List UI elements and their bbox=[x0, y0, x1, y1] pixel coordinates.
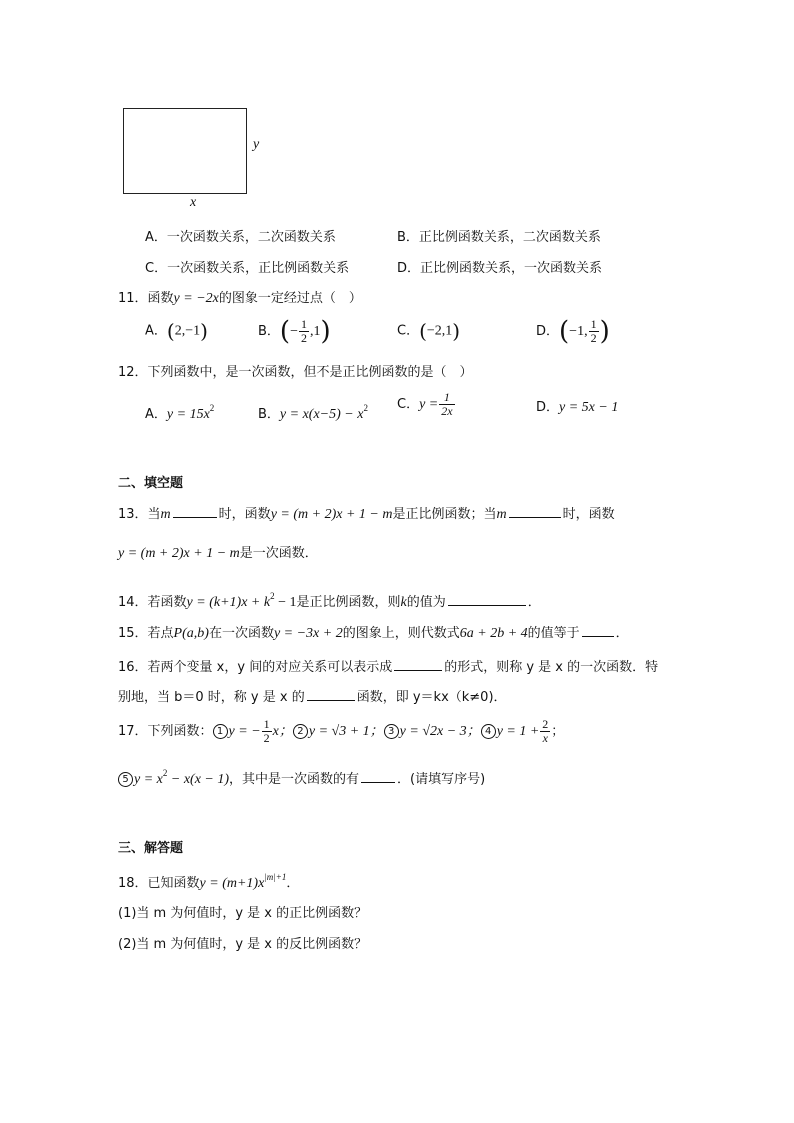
q17-blank[interactable] bbox=[361, 769, 395, 783]
rectangle-figure bbox=[123, 108, 247, 194]
q13-line1: 13．当m 时，函数y = (m + 2)x + 1 − m是正比例函数；当m 时，函数 bbox=[118, 504, 615, 524]
q14-stem: 14．若函数$y = (k+1)x + k^2 - 1$是正比例函数，则k的值为 ． bbox=[118, 591, 541, 610]
q12-option-a[interactable]: A．$y = 15x^2$ bbox=[145, 403, 215, 422]
q10-option-c[interactable]: C．一次函数关系，正比例函数关系 bbox=[145, 261, 350, 276]
q10-option-b[interactable]: B．正比例函数关系，二次函数关系 bbox=[397, 230, 601, 245]
q15-stem: 15．若点P(a,b)在一次函数y = −3x + 2的图象上，则代数式6a + 2b + 4的值等于 ． bbox=[118, 623, 629, 643]
q14-blank[interactable] bbox=[448, 592, 526, 606]
q17-line2: 5 $y = x^2 - x(x - 1)$，其中是一次函数的有 ．(请填写序号) bbox=[118, 764, 485, 789]
q18-subquestion-2: (2)当 m 为何值时，y 是 x 的反比例函数？ bbox=[118, 937, 368, 952]
q16-line1: 16．若两个变量 x，y 间的对应关系可以表示成 的形式，则称 y 是 x 的一次函数．特 bbox=[118, 657, 658, 677]
q11-option-d[interactable]: D．(−1, $\frac{1}{2}$ ) bbox=[536, 316, 610, 347]
q12-option-b[interactable]: B．$y = x(x-5) - x^2$ bbox=[258, 403, 368, 422]
q11-stem: 11．函数y = −2x的图象一定经过点（ ） bbox=[118, 291, 362, 306]
section-answer-heading: 三、解答题 bbox=[118, 841, 184, 856]
q10-option-a[interactable]: A．一次函数关系，二次函数关系 bbox=[145, 230, 336, 245]
q11-expr: y = −2x bbox=[173, 291, 219, 306]
section-fill-in-heading: 二、填空题 bbox=[118, 476, 184, 491]
q13-line2: y = (m + 2)x + 1 − m是一次函数． bbox=[118, 546, 318, 561]
figure-bottom-label: x bbox=[190, 195, 197, 210]
q11-option-b[interactable]: B．(− $\frac{1}{2}$ ,1) bbox=[258, 316, 331, 347]
q13-blank-2[interactable] bbox=[509, 504, 561, 518]
circled-number-3: 3 bbox=[384, 724, 399, 739]
q11-option-a[interactable]: A．(2,−1) bbox=[145, 319, 208, 343]
q12-option-c[interactable]: C．y = $\frac{1}{2x}$ bbox=[397, 390, 453, 418]
figure-side-label: y bbox=[253, 137, 260, 152]
q13-blank-1[interactable] bbox=[173, 504, 217, 518]
q17-line1: 17．下列函数： 1 y = − $\frac{1}{2}$ x； 2 y = √3 + 1； 3 y = √2x − 3； 4 y = 1 + $\frac{2}{x}$ ； bbox=[118, 717, 565, 745]
circled-number-4: 4 bbox=[481, 724, 496, 739]
q18-stem: 18．已知函数$y = (m+1)x^{|m|+1}$． bbox=[118, 872, 300, 891]
circled-number-2: 2 bbox=[293, 724, 308, 739]
q12-stem: 12．下列函数中，是一次函数，但不是正比例函数的是（ ） bbox=[118, 365, 473, 380]
circled-number-5: 5 bbox=[118, 772, 133, 787]
q16-line2: 别地，当 b＝0 时，称 y 是 x 的 函数，即 y＝kx（k≠0)． bbox=[118, 687, 507, 707]
q10-option-d[interactable]: D．正比例函数关系，一次函数关系 bbox=[397, 261, 603, 276]
q11-option-c[interactable]: C．(−2,1) bbox=[397, 319, 461, 343]
q18-subquestion-1: (1)当 m 为何值时，y 是 x 的正比例函数？ bbox=[118, 906, 368, 921]
q16-blank-1[interactable] bbox=[394, 657, 442, 671]
circled-number-1: 1 bbox=[213, 724, 228, 739]
q16-blank-2[interactable] bbox=[307, 687, 355, 701]
q15-blank[interactable] bbox=[582, 623, 614, 637]
q12-option-d[interactable]: D．y = 5x − 1 bbox=[536, 400, 619, 415]
